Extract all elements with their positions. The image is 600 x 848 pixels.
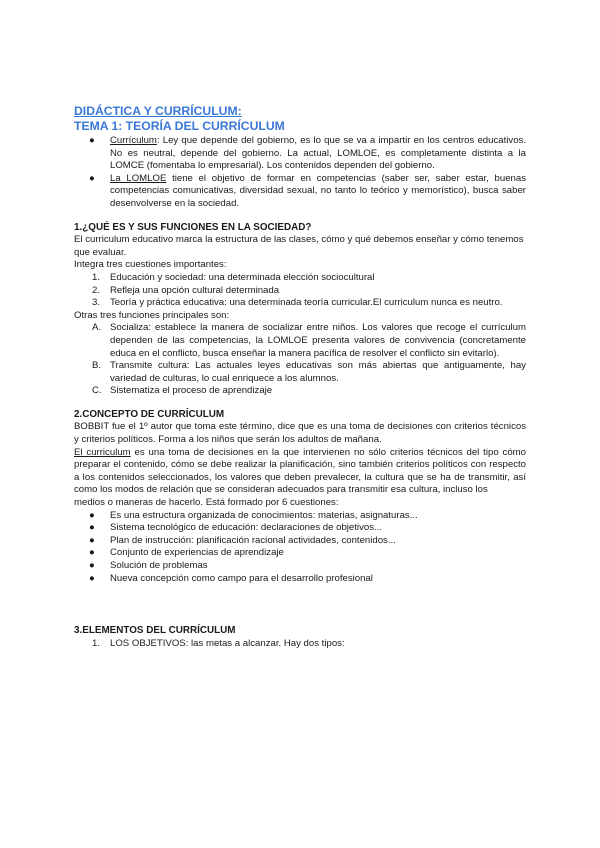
item-text: Solución de problemas bbox=[110, 560, 208, 571]
paragraph bbox=[74, 447, 526, 497]
list-item bbox=[74, 272, 526, 285]
list-item bbox=[74, 638, 526, 651]
item-text: Conjunto de experiencias de aprendizaje bbox=[110, 547, 284, 559]
item-text: tiene el objetivo de formar en competencias (saber ser, saber estar, buenas competencias comunicativas, diversidad sexual, no tanto lo teórico y memorístico), busca saber desenvolverse en la sociedad. bbox=[110, 172, 527, 209]
item-letter: B. bbox=[92, 360, 102, 372]
item-text: Teoría y práctica educativa: una determinada teoría curricular.El curriculum nunca es neutro. bbox=[110, 297, 503, 309]
item-text: Es una estructura organizada de conocimientos: materias, asignaturas... bbox=[110, 509, 418, 521]
item-text: Transmite cultura: Las actuales leyes educativas son más abiertas que antiguamente, hay variedad de culturas, lo cual enriquece a los alumnos. bbox=[110, 360, 526, 384]
list-item bbox=[74, 322, 526, 360]
list-item bbox=[74, 360, 526, 385]
topic-title: TEMA 1: TEORÍA DEL CURRÍCULUM bbox=[74, 119, 285, 133]
item-text: Educación y sociedad: una determinada elección sociocultural bbox=[110, 271, 375, 283]
list-item bbox=[74, 285, 526, 298]
item-text: Plan de instrucción: planificación racional actividades, contenidos... bbox=[110, 534, 396, 546]
item-number: 1. bbox=[92, 271, 101, 283]
item-text: Sistematiza el proceso de aprendizaje bbox=[110, 385, 273, 397]
list-item bbox=[74, 560, 526, 573]
item-text: Nueva concepción como campo para el desarrollo profesional bbox=[110, 572, 373, 584]
item-number: 2. bbox=[92, 284, 101, 296]
item-text: LOS OBJETIVOS: las metas a alcanzar. Hay dos tipos: bbox=[110, 637, 345, 649]
paragraph: Otras tres funciones principales son: bbox=[74, 309, 230, 321]
list-item bbox=[74, 573, 526, 586]
list-item bbox=[74, 173, 526, 211]
main-title: DIDÁCTICA Y CURRÍCULUM: bbox=[74, 104, 242, 118]
item-letter: A. bbox=[92, 322, 102, 334]
bullet-icon: ● bbox=[89, 522, 95, 534]
numbered-list bbox=[74, 638, 526, 651]
paragraph-text: es una toma de decisiones en la que intervienen no sólo criterios técnicos del tipo cómo preparar el contenido, cómo se debe realizar la planificación, sino también criterios políticos con respecto a los contenidos seleccionados, los valores que deben prevalecer, la cultura que se ha de transmitir, así como los modos de relación que se consideran adecuados para transmitir esa cultura, incluso los bbox=[74, 446, 526, 496]
bullet-list bbox=[74, 510, 526, 586]
item-text: : Ley que depende del gobierno, es lo que se va a impartir en los centros educativos. No es neutral, depende del gobierno. La actual, LOMLOE, es completamente distinta a la LOMCE (fomentaba lo empresarial). Los contenidos dependen del gobierno. bbox=[110, 135, 526, 172]
paragraph: medios o maneras de hacerlo. Está formado por 6 cuestiones: bbox=[74, 497, 339, 509]
bullet-icon: ● bbox=[89, 547, 95, 559]
bullet-icon: ● bbox=[89, 135, 95, 146]
item-text: Sistema tecnológico de educación: declaraciones de objetivos... bbox=[110, 522, 382, 534]
term: La LOMLOE bbox=[110, 172, 167, 184]
bullet-icon: ● bbox=[89, 572, 95, 584]
list-item bbox=[74, 297, 526, 310]
bullet-icon: ● bbox=[89, 509, 95, 521]
bullet-icon: ● bbox=[89, 172, 95, 184]
bullet-icon: ● bbox=[89, 534, 95, 546]
item-letter: C. bbox=[92, 385, 102, 397]
item-number: 1. bbox=[92, 637, 101, 649]
intro-bullet-list bbox=[74, 135, 526, 211]
term: El curriculum bbox=[74, 446, 131, 458]
document-body bbox=[74, 104, 526, 650]
bullet-icon: ● bbox=[89, 560, 95, 571]
section-2-heading: 2.CONCEPTO DE CURRÍCULUM bbox=[74, 408, 225, 420]
item-number: 3. bbox=[92, 297, 101, 309]
item-text: Socializa: establece la manera de socializar entre niños. Los valores que recoge el currículum dependen de las competencias, la LOMLOE presenta valores de convivencia (concretamente educa en el conflicto, busca enseñar la manera pacífica de resolver el conflicto sin evitarlo). bbox=[110, 322, 526, 359]
list-item bbox=[74, 510, 526, 523]
paragraph: Integra tres cuestiones importantes: bbox=[74, 259, 227, 271]
list-item bbox=[74, 547, 526, 560]
section-1-heading: 1.¿QUÉ ES Y SUS FUNCIONES EN LA SOCIEDAD? bbox=[74, 221, 312, 233]
section-3-heading: 3.ELEMENTOS DEL CURRÍCULUM bbox=[74, 625, 236, 637]
numbered-list bbox=[74, 272, 526, 310]
list-item bbox=[74, 385, 526, 398]
paragraph: El curriculum educativo marca la estructura de las clases, cómo y qué debemos enseñar y cómo tenemos que evaluar. bbox=[74, 234, 524, 258]
lettered-list bbox=[74, 322, 526, 398]
item-text: Refleja una opción cultural determinada bbox=[110, 284, 280, 296]
paragraph: BOBBIT fue el 1º autor que toma este término, dice que es una toma de decisiones con criterios técnicos y criterios políticos. Forma a los niños que serán los adultos de mañana. bbox=[74, 421, 526, 446]
list-item bbox=[74, 535, 526, 548]
list-item bbox=[74, 135, 526, 173]
term: Currículum bbox=[110, 135, 157, 146]
list-item bbox=[74, 522, 526, 535]
